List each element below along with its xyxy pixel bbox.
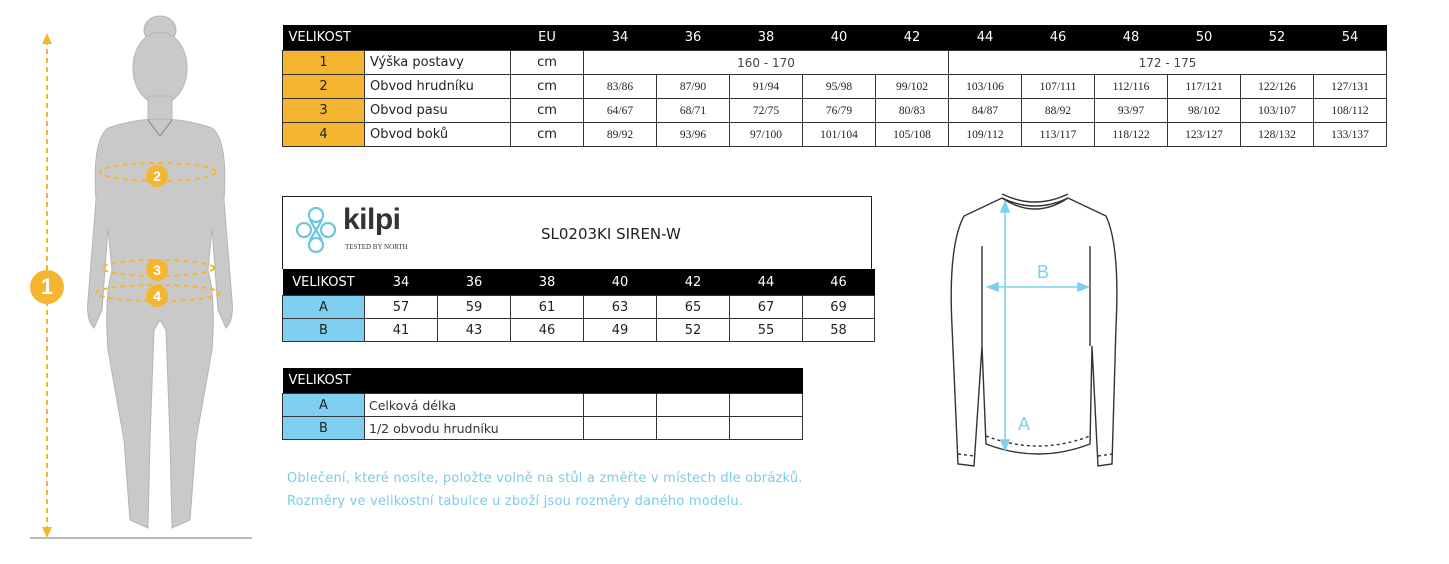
cell-value: 58 [803,319,875,342]
waist-marker-3: 3 [146,259,168,281]
row-unit: cm [511,51,584,75]
row-unit: cm [511,75,584,99]
hips-marker-4: 4 [146,285,168,307]
cell-value: 93/97 [1095,99,1168,123]
cell-value: 83/86 [584,75,657,99]
product-size-table [282,269,875,342]
table-row [283,75,1387,99]
cell-value: 112/116 [1095,75,1168,99]
cell-value: 84/87 [949,99,1022,123]
empty-cell [730,394,803,417]
row-label: Výška postavy [365,51,511,75]
table-row [283,394,803,417]
header-size: 50 [1168,25,1241,51]
row-number: 3 [283,99,365,123]
header-size: 48 [1095,25,1168,51]
logo-tagline: TESTED BY NORTH [345,243,408,251]
cell-value: 109/112 [949,123,1022,147]
header-size: 52 [1241,25,1314,51]
cell-value: 101/104 [803,123,876,147]
cell-value: 88/92 [1022,99,1095,123]
cell-value: 41 [365,319,438,342]
chest-marker-2: 2 [146,165,168,187]
legend-table-header [283,368,803,394]
header-eu: EU [511,25,584,51]
height-range: 160 - 170 [584,51,949,75]
product-name: SL0203KI SIREN-W [541,225,681,243]
cell-value: 118/122 [1095,123,1168,147]
instruction-note: Oblečení, které nosíte, položte volně na stůl a změřte v místech dle obrázků. [287,471,803,486]
row-label: A [283,394,365,417]
product-header [282,196,872,269]
row-label: B [283,417,365,440]
cell-value: 105/108 [876,123,949,147]
cell-value: 46 [511,319,584,342]
cell-value: 98/102 [1168,99,1241,123]
shirt-measurement-drawing [940,186,1130,478]
row-description: Celková délka [365,394,584,417]
cell-value: 80/83 [876,99,949,123]
cell-value: 103/106 [949,75,1022,99]
cell-value: 87/90 [657,75,730,99]
header-size: 46 [1022,25,1095,51]
table-row [283,319,875,342]
logo-text: kilpi [343,203,401,236]
cell-value: 76/79 [803,99,876,123]
row-label: Obvod hrudníku [365,75,511,99]
size-table [282,25,1387,147]
kilpi-logo-icon [293,205,339,255]
cell-value: 59 [438,296,511,319]
cell-value: 57 [365,296,438,319]
cell-value: 91/94 [730,75,803,99]
row-label: Obvod boků [365,123,511,147]
table-row [283,296,875,319]
cell-value: 72/75 [730,99,803,123]
height-marker-1: 1 [30,270,64,304]
cell-value: 133/137 [1314,123,1387,147]
cell-value: 63 [584,296,657,319]
row-label: B [283,319,365,342]
row-number: 2 [283,75,365,99]
row-unit: cm [511,123,584,147]
cell-value: 64/67 [584,99,657,123]
header-velikost: VELIKOST [283,25,511,51]
size-table-header [283,25,1387,51]
cell-value: 107/111 [1022,75,1095,99]
row-label: A [283,296,365,319]
cell-value: 49 [584,319,657,342]
table-row [283,417,803,440]
header-size: 40 [584,269,657,296]
header-size: 44 [730,269,803,296]
table-row [283,51,1387,75]
header-size: 44 [949,25,1022,51]
row-number: 4 [283,123,365,147]
height-range: 172 - 175 [949,51,1387,75]
header-size: 40 [803,25,876,51]
cell-value: 97/100 [730,123,803,147]
row-unit: cm [511,99,584,123]
table-row [283,123,1387,147]
empty-cell [730,417,803,440]
empty-cell [657,417,730,440]
header-size: 42 [657,269,730,296]
header-size: 54 [1314,25,1387,51]
cell-value: 123/127 [1168,123,1241,147]
shirt-label-b: B [1037,262,1050,282]
product-table-header [283,269,875,296]
cell-value: 108/112 [1314,99,1387,123]
row-label: Obvod pasu [365,99,511,123]
header-velikost: VELIKOST [283,368,803,394]
header-size: 34 [584,25,657,51]
cell-value: 113/117 [1022,123,1095,147]
cell-value: 61 [511,296,584,319]
empty-cell [584,394,657,417]
header-size: 38 [730,25,803,51]
cell-value: 122/126 [1241,75,1314,99]
cell-value: 117/121 [1168,75,1241,99]
shirt-label-a: A [1018,414,1031,434]
cell-value: 68/71 [657,99,730,123]
header-size: 34 [365,269,438,296]
row-number: 1 [283,51,365,75]
header-velikost: VELIKOST [283,269,365,296]
header-size: 38 [511,269,584,296]
cell-value: 43 [438,319,511,342]
cell-value: 69 [803,296,875,319]
cell-value: 127/131 [1314,75,1387,99]
cell-value: 128/132 [1241,123,1314,147]
header-size: 36 [438,269,511,296]
header-size: 46 [803,269,875,296]
cell-value: 99/102 [876,75,949,99]
table-row [283,99,1387,123]
cell-value: 55 [730,319,803,342]
instruction-note: Rozměry ve velikostní tabulce u zboží jsou rozměry daného modelu. [287,494,744,509]
row-description: 1/2 obvodu hrudníku [365,417,584,440]
cell-value: 93/96 [657,123,730,147]
cell-value: 65 [657,296,730,319]
empty-cell [584,417,657,440]
cell-value: 89/92 [584,123,657,147]
empty-cell [657,394,730,417]
legend-table [282,368,803,440]
cell-value: 95/98 [803,75,876,99]
cell-value: 67 [730,296,803,319]
header-size: 36 [657,25,730,51]
header-size: 42 [876,25,949,51]
cell-value: 103/107 [1241,99,1314,123]
cell-value: 52 [657,319,730,342]
